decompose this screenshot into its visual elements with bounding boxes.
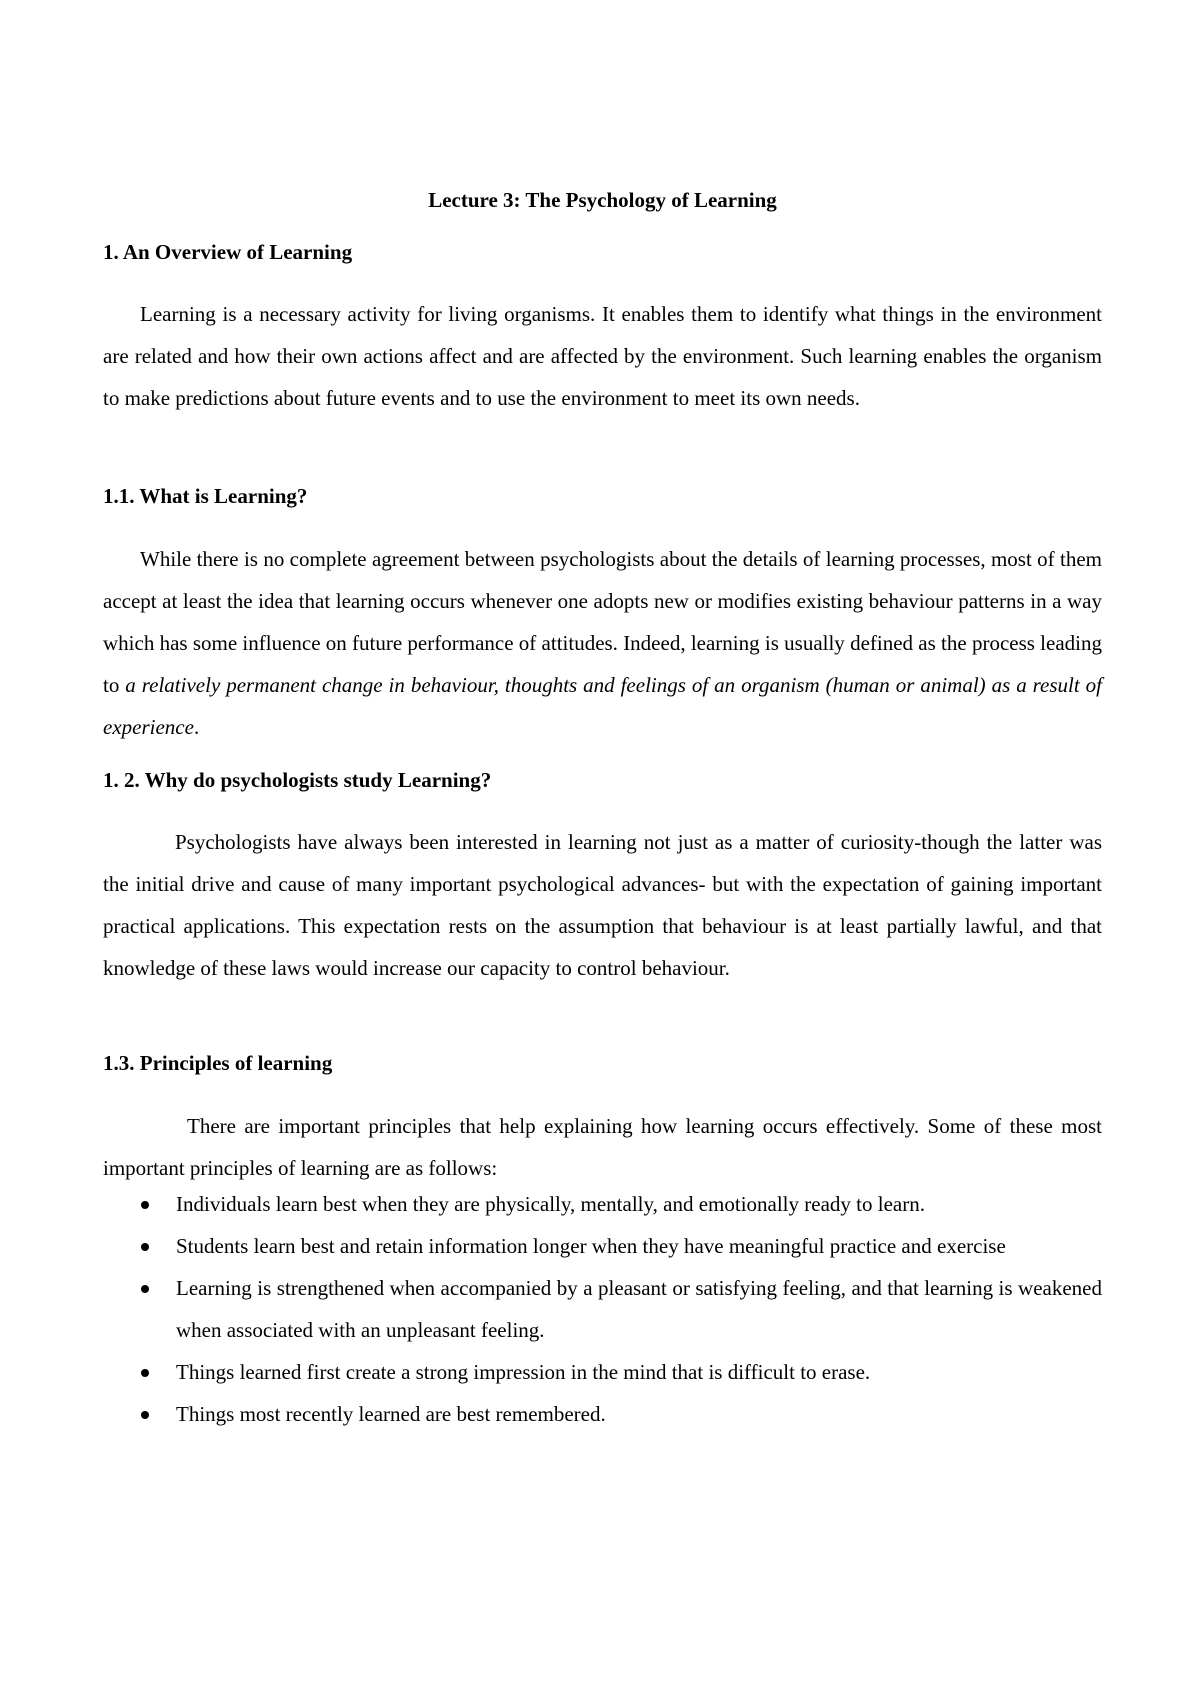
bullet-icon: [141, 1285, 149, 1293]
paragraph-principles: There are important principles that help explaining how learning occurs effectively. Some of these most important principles of learning are as follows:: [103, 1114, 1102, 1180]
paragraph-why: Psychologists have always been interested in learning not just as a matter of curiosity-though the latter was the initial drive and cause of many important psychological advances- but with the expectation of gaining important practical applications. This expectation rests on the assumption that behaviour is at least partially lawful, and that knowledge of these laws would increase our capacity to control behaviour.: [103, 830, 1102, 980]
section-heading-what: 1.1. What is Learning?: [103, 484, 308, 508]
section-heading-why: 1. 2. Why do psychologists study Learning?: [103, 768, 492, 792]
section-heading-principles: 1.3. Principles of learning: [103, 1051, 333, 1075]
paragraph-overview: Learning is a necessary activity for living organisms. It enables them to identify what things in the environment are related and how their own actions affect and are affected by the environment. Such learning enables the organism to make predictions about future events and to use the environment to meet its own needs.: [103, 302, 1102, 410]
list-item-text: Learning is strengthened when accompanied by a pleasant or satisfying feeling, and that learning is weakened when associated with an unpleasant feeling.: [176, 1276, 1102, 1342]
bullet-icon: [141, 1243, 149, 1251]
paragraph-what: [103, 538, 1102, 748]
list-item-text: Students learn best and retain information longer when they have meaningful practice and exercise: [176, 1234, 1006, 1258]
document-page: [103, 0, 1102, 1698]
paragraph-what-end: .: [193, 715, 200, 739]
paragraph-what-text: While there is no complete agreement between psychologists about the details of learning processes, most of them accept at least the idea that learning occurs whenever one adopts new or modifies existing behaviour patterns in a way which has some influence on future performance of attitudes. Indeed, learning is usually defined as the process leading to: [103, 547, 1102, 697]
list-item: [103, 1393, 1102, 1435]
list-item: [103, 1267, 1102, 1351]
list-item-text: Individuals learn best when they are physically, mentally, and emotionally ready to learn.: [176, 1192, 925, 1216]
list-item-text: Things most recently learned are best remembered.: [176, 1402, 606, 1426]
document-title: Lecture 3: The Psychology of Learning: [428, 188, 777, 212]
list-item: [103, 1351, 1102, 1393]
list-item: [103, 1183, 1102, 1225]
bullet-icon: [141, 1369, 149, 1377]
learning-definition: a relatively permanent change in behaviour, thoughts and feelings of an organism (human or animal) as a result of experience: [103, 673, 1103, 739]
list-item-text: Things learned first create a strong impression in the mind that is difficult to erase.: [176, 1360, 871, 1384]
bullet-icon: [141, 1411, 149, 1419]
principles-list: [103, 1183, 1102, 1435]
list-item: [103, 1225, 1102, 1267]
bullet-icon: [141, 1201, 149, 1209]
section-heading-overview: 1. An Overview of Learning: [103, 240, 353, 264]
